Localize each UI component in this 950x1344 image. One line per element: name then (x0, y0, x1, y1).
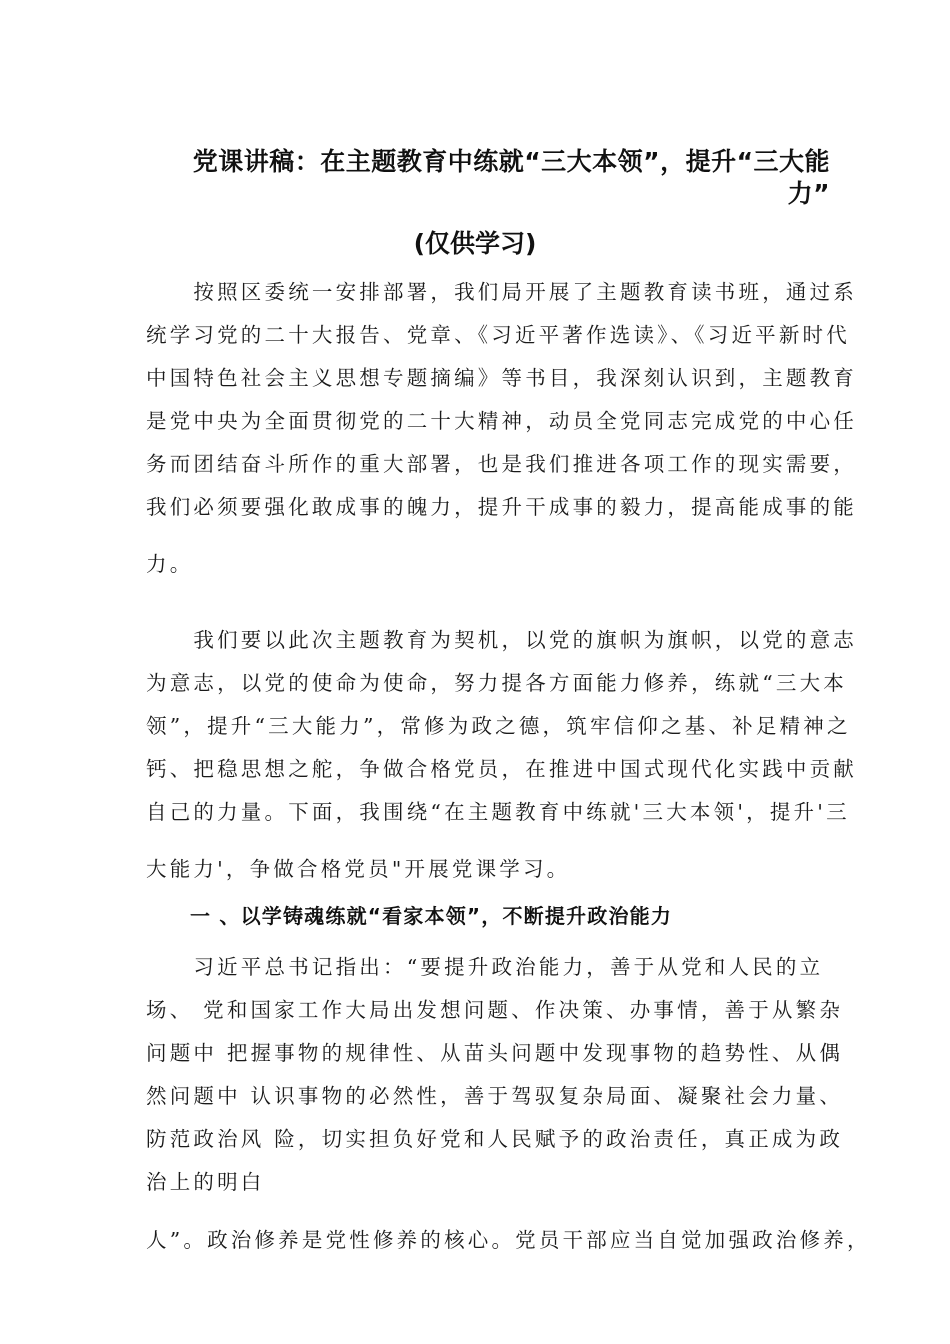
paragraph-line: 中国特色社会主义思想专题摘编》等书目，我深刻认识到，主题教育 (146, 366, 857, 390)
paragraph-line: 习近平总书记指出：“要提升政治能力，善于从党和人民的立 (146, 955, 824, 979)
paragraph-line: 大能力'，争做合格党员"开展党课学习。 (146, 857, 571, 881)
section-heading: 一 、以学铸魂练就“看家本领”，不断提升政治能力 (190, 904, 673, 928)
paragraph-line: 我们要以此次主题教育为契机，以党的旗帜为旗帜，以党的意志 (146, 628, 857, 652)
paragraph-line: 然问题中 认识事物的必然性，善于驾驭复杂局面、凝聚社会力量、 (146, 1084, 844, 1108)
paragraph-3 (146, 946, 844, 1204)
paragraph-line: 治上的明白 (146, 1170, 265, 1194)
paragraph-line: 力。 (146, 552, 194, 576)
paragraph-line: 为意志，以党的使命为使命，努力提各方面能力修养，练就“三大本 (146, 671, 847, 695)
paragraph-2-tail (146, 848, 810, 891)
paragraph-2 (146, 619, 857, 834)
paragraph-1-tail (146, 543, 810, 586)
paragraph-line: 人”。政治修养是党性修养的核心。党员干部应当自觉加强政治修养， (146, 1228, 871, 1252)
paragraph-line: 防范政治风 险，切实担负好党和人民赋予的政治责任，真正成为政 (146, 1127, 844, 1151)
paragraph-line: 我们必须要强化敢成事的魄力，提升干成事的毅力，提高能成事的能 (146, 495, 857, 519)
paragraph-line: 钙、把稳思想之舵，争做合格党员，在推进中国式现代化实践中贡献 (146, 757, 857, 781)
paragraph-line: 场、 党和国家工作大局出发想问题、作决策、办事情，善于从繁杂 (146, 998, 844, 1022)
paragraph-line: 领”，提升“三大能力”，常修为政之德，筑牢信仰之基、补足精神之 (146, 714, 851, 738)
paragraph-line: 是党中央为全面贯彻党的二十大精神，动员全党同志完成党的中心任 (146, 409, 857, 433)
title-line: 力” (787, 179, 830, 208)
paragraph-line: 自己的力量。下面，我围绕“在主题教育中练就'三大本领'，提升'三 (146, 800, 850, 824)
paragraph-line: 统学习党的二十大报告、党章、《习近平著作选读》、《习近平新时代 (146, 323, 850, 347)
paragraph-3-tail (146, 1219, 871, 1262)
paragraph-line: 务而团结奋斗所作的重大部署，也是我们推进各项工作的现实需要， (146, 452, 857, 476)
paragraph-1 (146, 271, 857, 529)
paragraph-line: 问题中 把握事物的规律性、从苗头问题中发现事物的趋势性、从偶 (146, 1041, 844, 1065)
document-title (150, 146, 830, 210)
title-line: 党课讲稿：在主题教育中练就“三大本领”，提升“三大能 (192, 147, 830, 176)
document-subtitle: (仅供学习) (413, 229, 537, 258)
paragraph-line: 按照区委统一安排部署，我们局开展了主题教育读书班，通过系 (146, 280, 857, 304)
